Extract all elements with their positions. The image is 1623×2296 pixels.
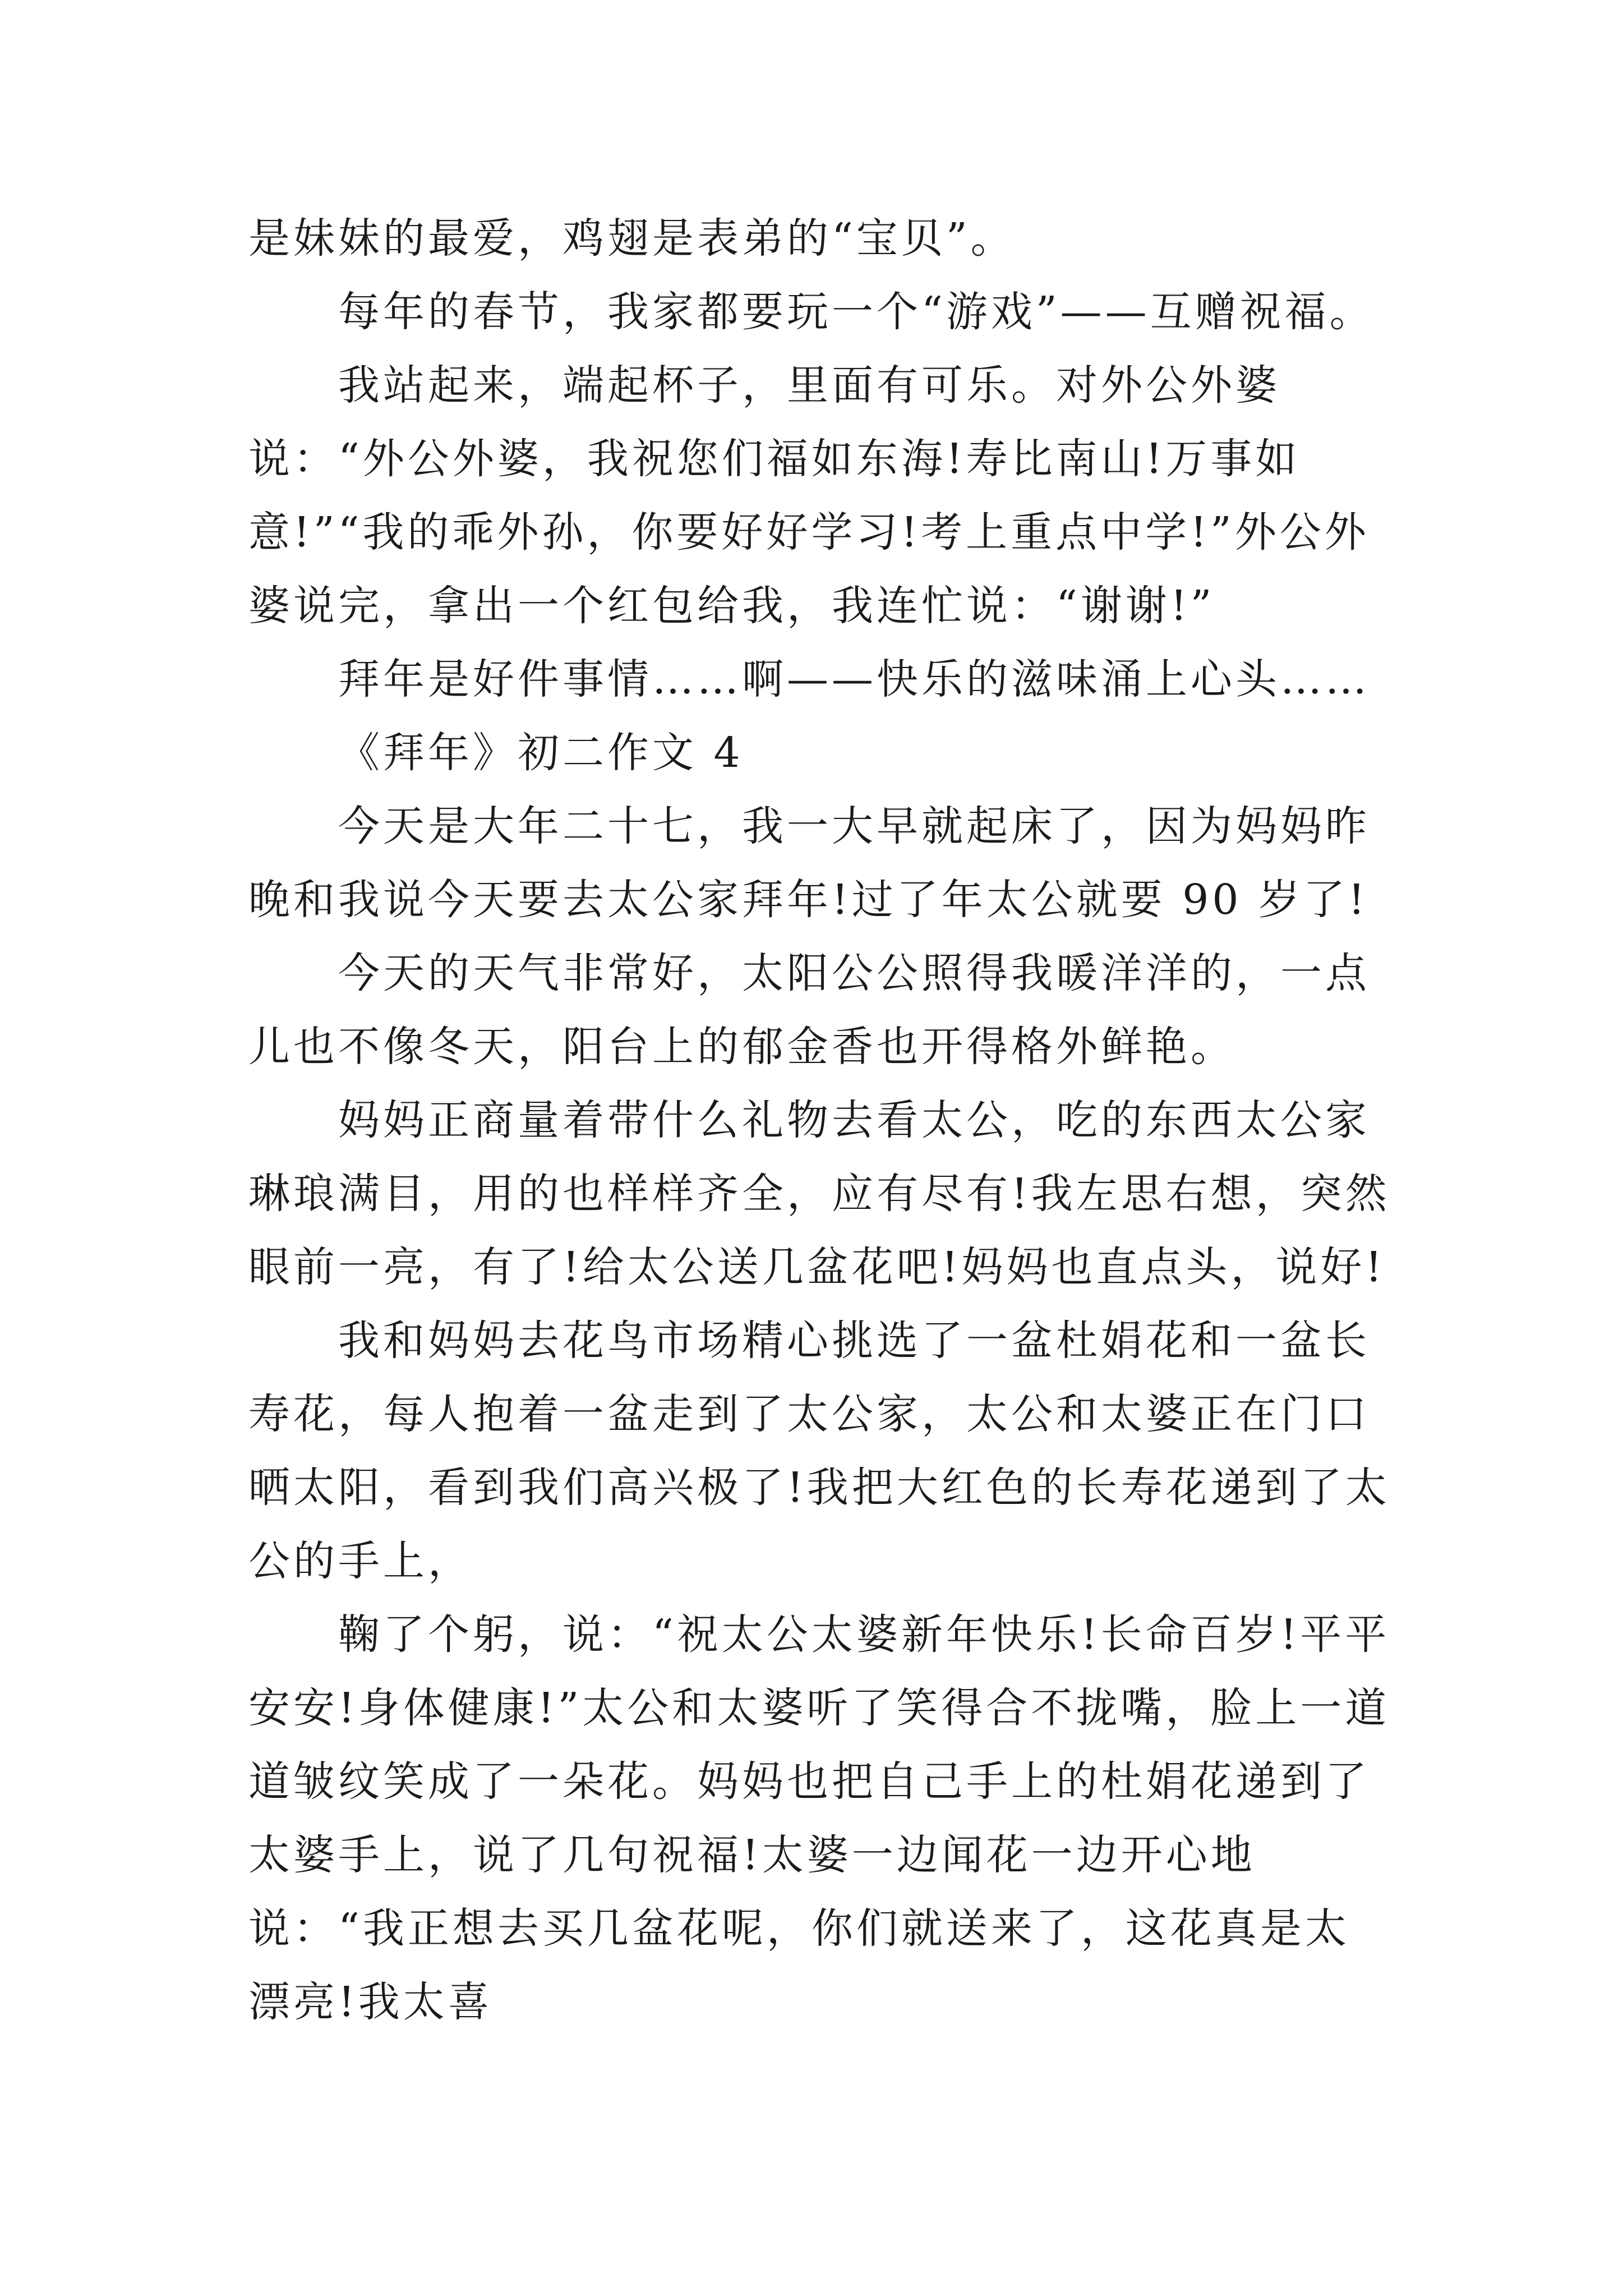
paragraph: 今天的天气非常好，太阳公公照得我暖洋洋的，一点儿也不像冬天，阳台上的郁金香也开得格外鲜艳。 [248,949,1370,1071]
paragraph: 妈妈正商量着带什么礼物去看太公，吃的东西太公家琳琅满目，用的也样样齐全，应有尽有!我左思右想，突然眼前一亮，有了!给太公送几盆花吧!妈妈也直点头，说好! [248,1096,1390,1291]
document-body [248,202,1393,2039]
paragraph: 拜年是好件事情……啊——快乐的滋味涌上心头…… [338,655,1370,703]
section-title: 《拜年》初二作文 4 [338,729,744,777]
paragraph: 今天是大年二十七，我一大早就起床了，因为妈妈昨晚和我说今天要去太公家拜年!过了年太公就要 90 岁了! [248,802,1370,924]
paragraph: 鞠了个躬，说：“祝太公太婆新年快乐!长命百岁!平平安安!身体健康!”太公和太婆听了笑得合不拢嘴，脸上一道道皱纹笑成了一朵花。妈妈也把自己手上的杜娟花递到了太婆手上，说了几句祝福!太婆一边闻花一边开心地说：“我正想去买几盆花呢，你们就送来了，这花真是太漂亮!我太喜 [248,1611,1390,2026]
paragraph: 我站起来，端起杯子，里面有可乐。对外公外婆说：“外公外婆，我祝您们福如东海!寿比南山!万事如意!”“我的乖外孙，你要好好学习!考上重点中学!”外公外婆说完，拿出一个红包给我，我连忙说：“谢谢!” [248,361,1370,630]
paragraph: 是妹妹的最爱，鸡翅是表弟的“宝贝”。 [248,214,1016,263]
paragraph: 每年的春节，我家都要玩一个“游戏”——互赠祝福。 [338,288,1375,336]
paragraph: 我和妈妈去花鸟市场精心挑选了一盆杜娟花和一盆长寿花，每人抱着一盆走到了太公家，太公和太婆正在门口晒太阳，看到我们高兴极了!我把大红色的长寿花递到了太公的手上， [248,1317,1390,1585]
